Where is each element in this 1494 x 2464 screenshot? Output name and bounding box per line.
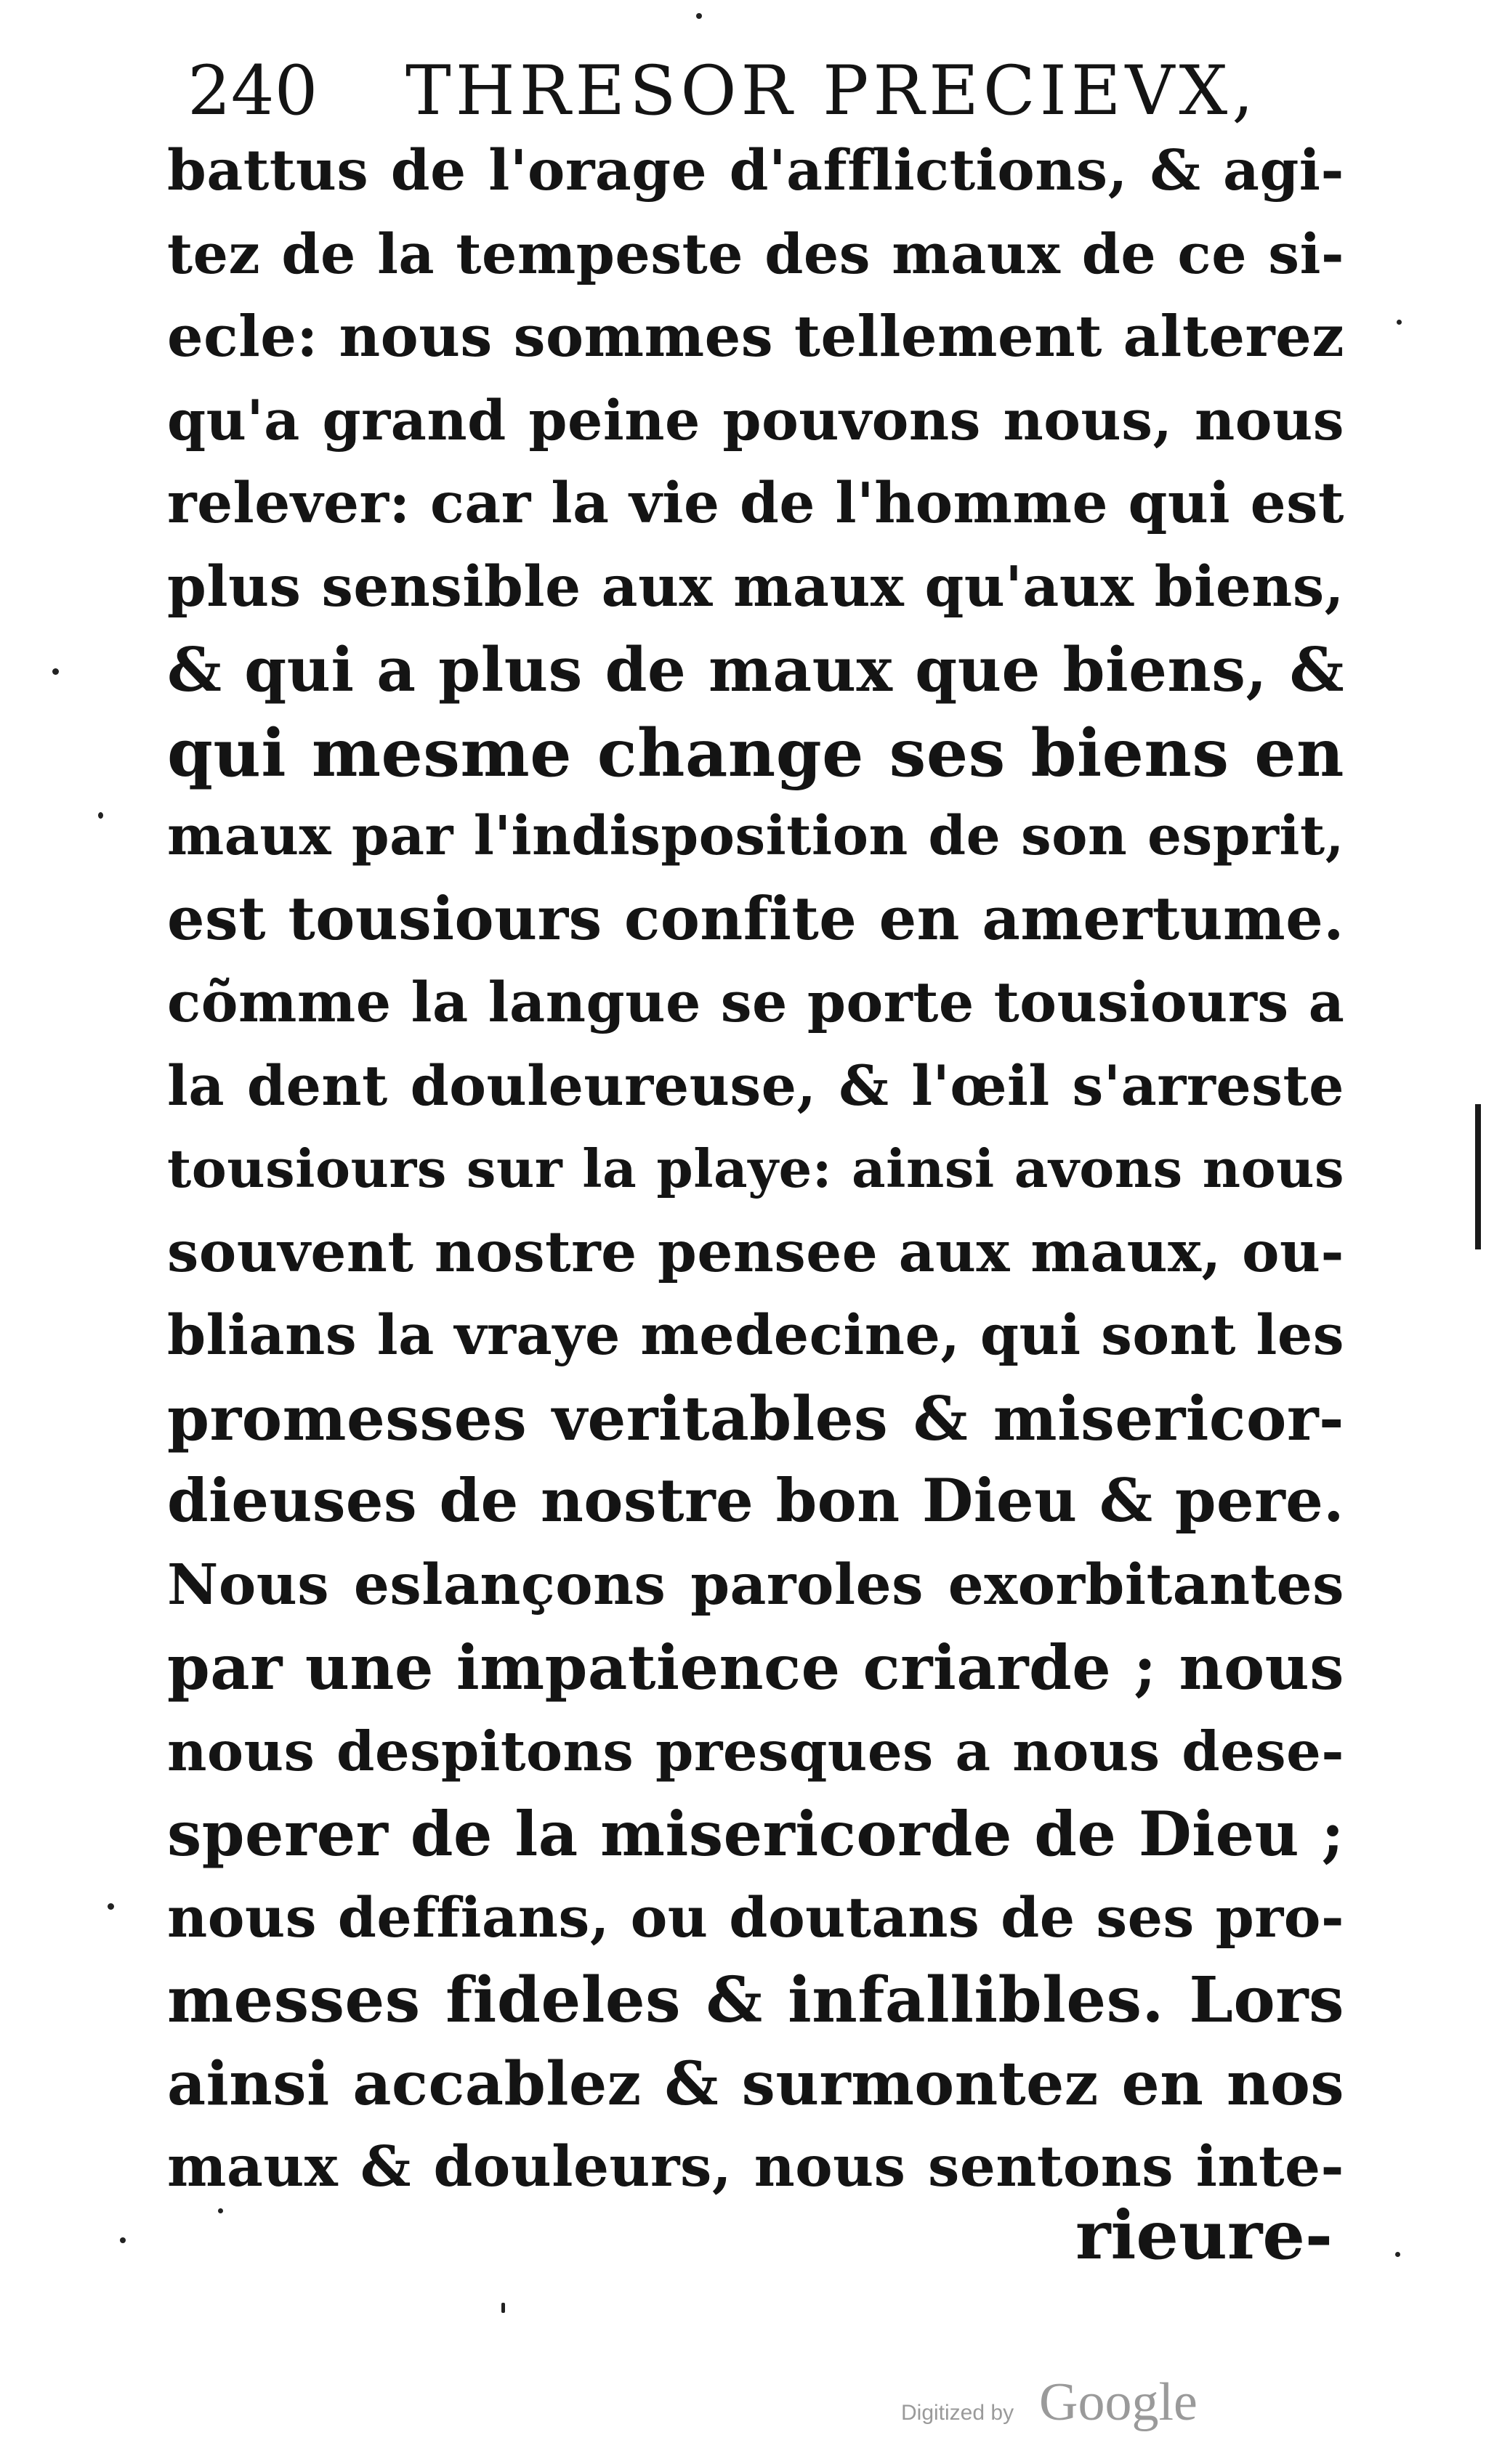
- text-line: maux & douleurs, nous sentons inte-: [167, 2134, 1344, 2200]
- text-line: maux par l'indisposition de son esprit,: [167, 805, 1344, 867]
- text-line: cõmme la langue se porte tousiours a: [167, 970, 1345, 1034]
- text-line: qu'a grand peine pouvons nous, nous: [167, 387, 1344, 453]
- ink-speck: [52, 668, 59, 675]
- catchword: rieure-: [1075, 2196, 1333, 2274]
- text-line: nous deffians, ou doutans de ses pro-: [167, 1884, 1344, 1950]
- running-title: THRESOR PRECIEVX,: [405, 52, 1259, 131]
- ink-speck: [120, 2237, 126, 2243]
- ink-speck: [501, 2303, 505, 2313]
- ink-speck: [98, 812, 103, 819]
- page-number: 240: [187, 52, 318, 131]
- text-line: promesses veritables & misericor-: [167, 1382, 1344, 1454]
- watermark-prefix: Digitized by: [901, 2401, 1014, 2425]
- text-line: plus sensible aux maux qu'aux biens,: [167, 554, 1344, 620]
- text-line: ainsi accablez & surmontez en nos: [167, 2048, 1344, 2119]
- text-line: messes fideles & infallibles. Lors: [167, 1963, 1344, 2037]
- text-line: relever: car la vie de l'homme qui est: [167, 471, 1344, 536]
- text-line: Nous eslançons paroles exorbitantes: [167, 1552, 1344, 1618]
- text-line: est tousiours confite en amertume.: [167, 884, 1344, 954]
- text-line: souvent nostre pensee aux maux, ou-: [167, 1219, 1344, 1285]
- ink-speck: [108, 1903, 114, 1910]
- google-logo: Google: [1039, 2372, 1198, 2432]
- text-line: tez de la tempeste des maux de ce si-: [167, 221, 1344, 286]
- ink-speck: [696, 13, 702, 19]
- text-line: & qui a plus de maux que biens, &: [167, 634, 1344, 705]
- text-line: tousiours sur la playe: ainsi avons nous: [167, 1138, 1344, 1199]
- ink-speck: [218, 2208, 223, 2213]
- page-header: [187, 48, 1321, 135]
- body-text: [167, 129, 1344, 2209]
- text-line: ecle: nous sommes tellement alterez: [167, 304, 1344, 370]
- text-line: sperer de la misericorde de Dieu ;: [167, 1798, 1344, 1870]
- ink-speck: [1397, 320, 1402, 325]
- text-line: la dent douleureuse, & l'œil s'arreste: [167, 1053, 1344, 1118]
- text-line: nous despitons presques a nous dese-: [167, 1719, 1344, 1783]
- text-line: dieuses de nostre bon Dieu & pere.: [167, 1467, 1344, 1536]
- page-edge-shadow: [1475, 1104, 1481, 1249]
- ink-speck: [1395, 2252, 1400, 2257]
- text-line: battus de l'orage d'afflictions, & agi-: [167, 138, 1344, 203]
- text-line: par une impatience criarde ; nous: [167, 1632, 1344, 1703]
- digitized-watermark: [901, 2372, 1214, 2437]
- text-line: blians la vraye medecine, qui sont les: [167, 1302, 1344, 1367]
- text-line: qui mesme change ses biens en: [167, 714, 1344, 792]
